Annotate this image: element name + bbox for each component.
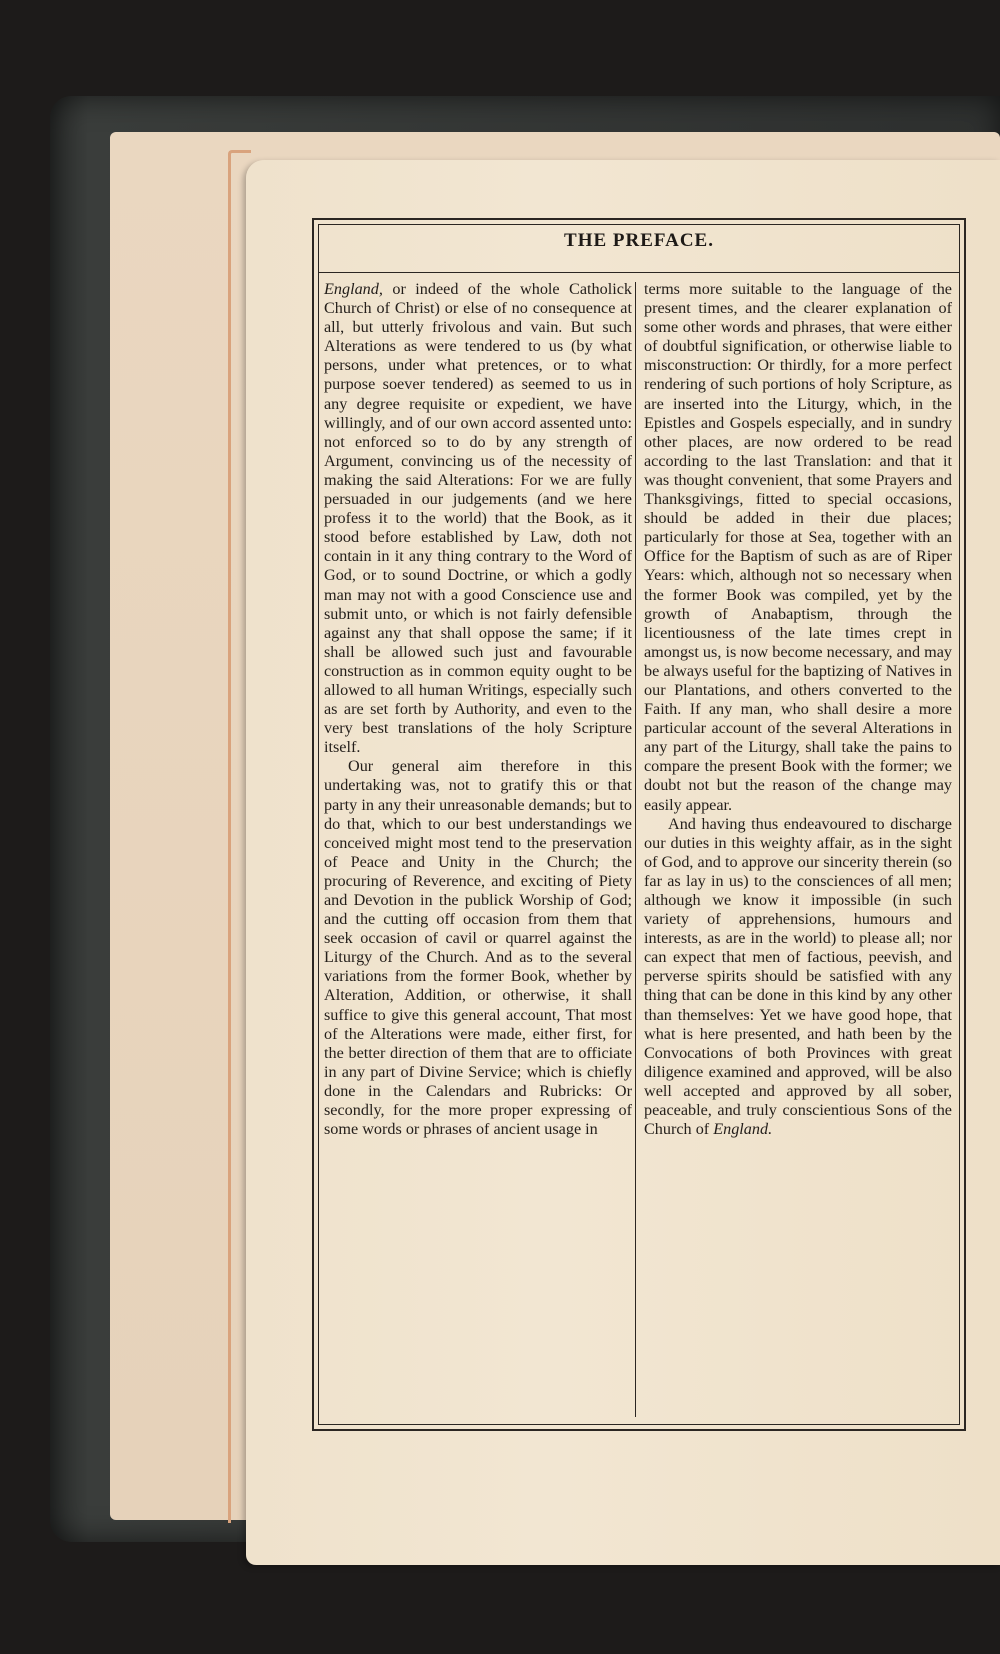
header-rule <box>318 272 960 273</box>
right-paragraph-2-text: And having thus endeavoured to discharge our duties in this weighty affair, as in the sight of God, and to approve our sincerity therein (so far as lay in us) to the consciences of all men; although we know it impossible (in such variety of apprehensions, humours and interests, as are in the world) to please all; nor can expect that men of factious, peevish, and perverse spirits should be satisfied with any thing that can be done in this kind by any other than themselves: Yet we have good hope, that what is here presented, and hath been by the Convocations of both Provinces with great diligence examined and approved, will be also well accepted and approved by all sober, peaceable, and truly conscientious Sons of the Church of <box>644 814 952 1139</box>
left-paragraph-2: Our general aim therefore in this undertaking was, not to gratify this or that party in any their unreasonable demands; but to do that, which to our best understandings we conceived might most tend to the preservation of Peace and Unity in the Church; the procuring of Reverence, and exciting of Piety and Devotion in the publick Worship of God; and the cutting off occasion from them that seek occasion of cavil or quarrel against the Liturgy of the Church. And as to the several variations from the former Book, whether by Alteration, Addition, or otherwise, it shall suffice to give this general account, That most of the Alterations were made, either first, for the better direction of them that are to officiate in any part of Divine Service; which is chiefly done in the Calendars and Rubricks: Or secondly, for the more proper expressing of some words or phrases of ancient usage in <box>324 757 632 1139</box>
left-paragraph-1 <box>324 280 632 757</box>
right-paragraph-1: terms more suitable to the language of the present times, and the clearer explanation of some other words and phrases, that were either of doubtful signification, or otherwise liable to misconstruction: Or thirdly, for a more perfect rendering of such portions of holy Scripture, as are inserted into the Liturgy, which, in the Epistles and Gospels especially, and in sundry other places, are now ordered to be read according to the last Translation: and that it was thought convenient, that some Prayers and Thanksgivings, fitted to special occasions, should be added in their due places; particularly for those at Sea, together with an Office for the Baptism of such as are of Riper Years: which, although not so necessary when the former Book was compiled, yet by the growth of Anabaptism, through the licentiousness of the late times crept in amongst us, is now become necessary, and may be always useful for the baptizing of Natives in our Plantations, and others converted to the Faith. If any man, who shall desire a more particular account of the several Alterations in any part of the Liturgy, shall take the pains to compare the present Book with the former; we doubt not but the reason of the change may easily appear. <box>644 280 952 814</box>
right-column <box>644 280 952 1139</box>
right-tail-word: England. <box>713 1120 773 1139</box>
page-frame <box>312 218 966 1431</box>
left-paragraph-1-text: or indeed of the whole Catholick Church of Christ) or else of no consequence at all, but utterly frivolous and vain. But such Alterations as were tendered to us (by what persons, under what pretences, or to what purpose soever tendered) as seemed to us in any degree requisite or expedient, we have willingly, and of our own accord assented unto: not enforced so to do by any strength of Argument, convincing us of the necessity of making the said Alterations: For we are fully persuaded in our judgements (and we here profess it to the world) that the Book, as it stood before established by Law, doth not contain in it any thing contrary to the Word of God, or to sound Doctrine, or which a godly man may not with a good Conscience use and submit unto, or which is not fairly defensible against any that shall oppose the same; if it shall be allowed such just and favourable construction as in common equity ought to be allowed to all human Writings, especially such as are set forth by Authority, and even to the very best translations of the holy Scripture itself. <box>324 280 632 757</box>
page-header: THE PREFACE. <box>564 230 714 251</box>
column-divider <box>635 282 636 1417</box>
left-column <box>324 280 632 1139</box>
left-lead-word: England, <box>324 280 383 298</box>
right-paragraph-2 <box>644 815 952 1140</box>
